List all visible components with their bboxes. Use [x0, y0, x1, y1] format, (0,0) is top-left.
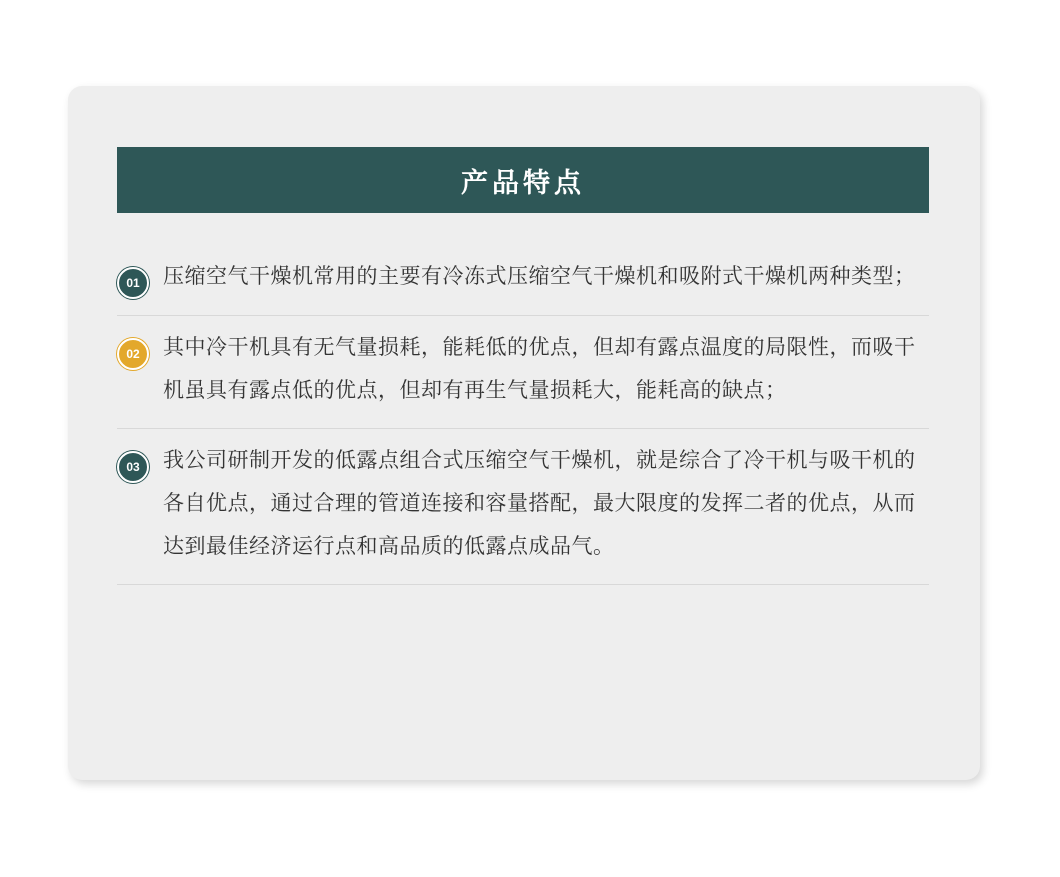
- list-item-text: 其中冷干机具有无气量损耗，能耗低的优点，但却有露点温度的局限性，而吸干机虽具有露点低的优点，但却有再生气量损耗大，能耗高的缺点；: [163, 336, 916, 402]
- product-features-card: [68, 86, 980, 780]
- item-number-badge: 01: [117, 267, 149, 299]
- item-number-badge: 03: [117, 451, 149, 483]
- feature-list: [117, 245, 929, 585]
- list-item: [117, 316, 929, 429]
- list-item-text: 我公司研制开发的低露点组合式压缩空气干燥机，就是综合了冷干机与吸干机的各自优点，通过合理的管道连接和容量搭配，最大限度的发挥二者的优点，从而达到最佳经济运行点和高品质的低露点成品气。: [163, 449, 916, 558]
- item-number-badge: 02: [117, 338, 149, 370]
- list-item: [117, 245, 929, 316]
- card-title-bar: [117, 147, 929, 213]
- page-title: 产品特点: [461, 167, 585, 198]
- list-item: [117, 429, 929, 585]
- list-item-text: 压缩空气干燥机常用的主要有冷冻式压缩空气干燥机和吸附式干燥机两种类型；: [163, 265, 916, 288]
